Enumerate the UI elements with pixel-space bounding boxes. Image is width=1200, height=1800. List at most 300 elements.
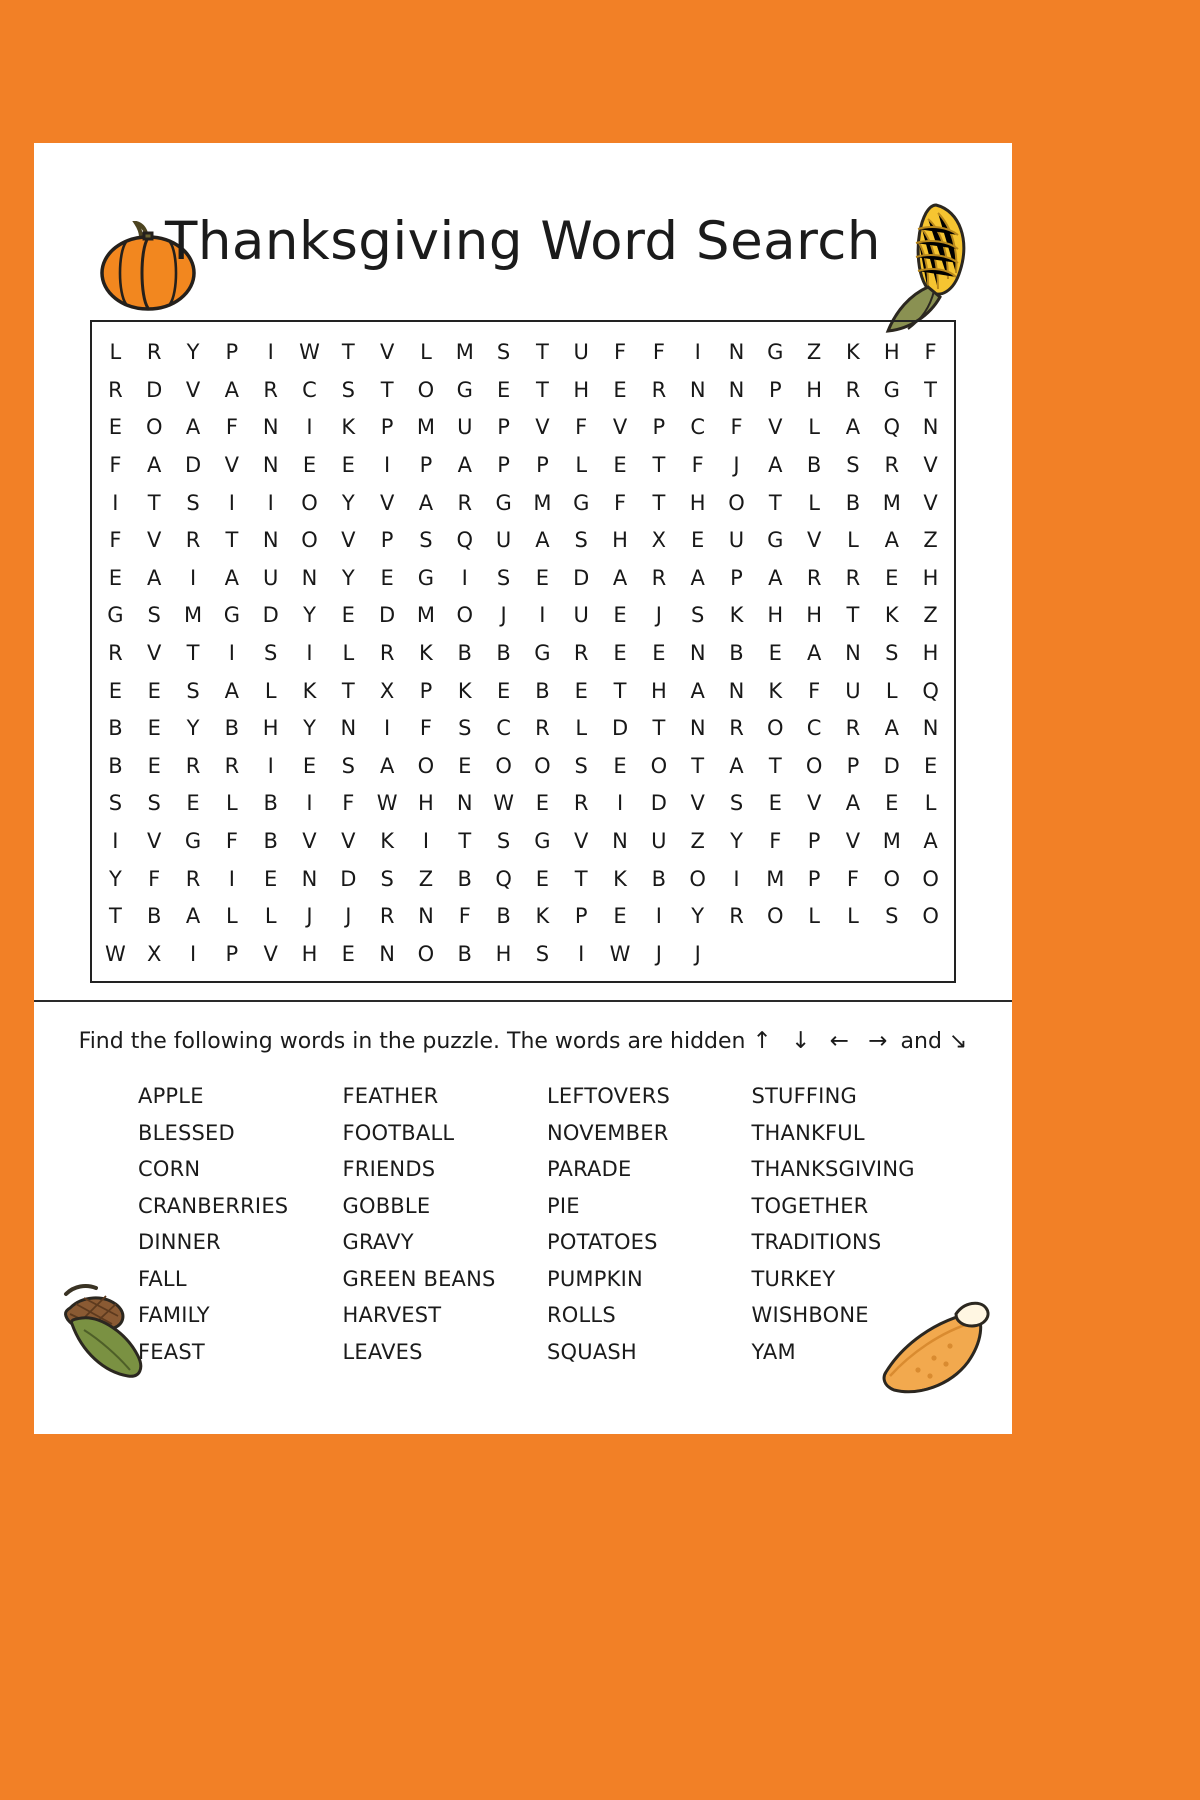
grid-cell: G: [184, 828, 202, 853]
grid-cell: Z: [806, 340, 822, 365]
grid-cell: B: [651, 866, 667, 891]
grid-cell: G: [767, 528, 784, 553]
grid-cell: E: [923, 753, 938, 778]
grid-cell: K: [535, 904, 550, 929]
grid-cell: N: [262, 453, 279, 478]
grid-cell: K: [302, 678, 317, 703]
grid-cell: J: [306, 904, 313, 929]
grid-cell: E: [613, 453, 627, 478]
grid-cell: Z: [923, 603, 938, 628]
grid-cell: L: [847, 528, 859, 553]
grid-cell: N: [262, 415, 279, 440]
grid-cell: K: [419, 640, 433, 665]
grid-cell: K: [380, 828, 395, 853]
grid-cell: A: [690, 565, 705, 590]
grid-cell: T: [341, 340, 355, 365]
grid-cell: H: [689, 490, 706, 515]
grid-cell: O: [145, 415, 163, 440]
grid-cell: F: [613, 340, 627, 365]
grid-cell: O: [456, 603, 474, 628]
grid-cell: C: [302, 377, 317, 402]
word-list-item: POTATOES: [547, 1230, 658, 1254]
grid-cell: G: [456, 377, 473, 402]
grid-cell: R: [457, 490, 473, 515]
grid-cell: F: [808, 678, 821, 703]
grid-cell: O: [417, 941, 435, 966]
grid-cell: A: [418, 490, 434, 515]
grid-cell: K: [884, 603, 899, 628]
grid-cell: V: [224, 453, 240, 478]
grid-cell: L: [264, 904, 277, 929]
grid-cell: I: [694, 340, 701, 365]
grid-cell: X: [379, 678, 395, 703]
grid-cell: E: [613, 904, 627, 929]
grid-cell: F: [846, 866, 859, 891]
grid-cell: L: [808, 490, 820, 515]
grid-cell: S: [496, 340, 511, 365]
word-list-column: [343, 1078, 530, 1370]
grid-cell: S: [729, 791, 744, 816]
grid-cell: I: [228, 640, 235, 665]
grid-cell: N: [922, 415, 939, 440]
grid-cell: U: [573, 603, 589, 628]
grid-cell: M: [882, 490, 901, 515]
grid-cell: S: [496, 565, 511, 590]
grid-cell: N: [845, 640, 861, 665]
grid-cell: F: [769, 828, 782, 853]
grid-cell: Q: [922, 678, 939, 703]
grid-cell: T: [574, 866, 588, 891]
instructions-after: and: [900, 1029, 942, 1054]
grid-cell: E: [108, 678, 123, 703]
grid-cell: T: [186, 640, 200, 665]
grid-cell: F: [109, 453, 122, 478]
grid-cell: D: [146, 377, 163, 402]
grid-cell: J: [655, 941, 662, 966]
grid-cell: V: [845, 828, 861, 853]
instructions-text: [34, 1028, 1012, 1054]
grid-cell: T: [225, 528, 239, 553]
grid-cell: T: [652, 716, 666, 741]
grid-cell: G: [107, 603, 124, 628]
word-list-item: FALL: [138, 1266, 187, 1291]
word-search-grid: [90, 320, 956, 983]
page-title: Thanksgiving Word Search: [164, 211, 882, 272]
grid-cell: C: [496, 716, 511, 741]
grid-cell: T: [535, 377, 549, 402]
grid-cell: L: [575, 453, 588, 478]
grid-cell: K: [846, 340, 860, 365]
grid-cell: A: [729, 753, 744, 778]
grid-cell: A: [185, 415, 201, 440]
grid-cell: O: [767, 716, 784, 741]
grid-cell: T: [924, 377, 937, 402]
grid-cell: U: [728, 528, 745, 553]
grid-cell: W: [493, 791, 514, 816]
grid-cell: W: [105, 941, 126, 966]
grid-cell: P: [807, 866, 821, 891]
grid-cell: O: [417, 753, 435, 778]
grid-cell: A: [690, 678, 705, 703]
word-list-item: ROLLS: [547, 1303, 616, 1327]
grid-cell: U: [573, 340, 589, 365]
grid-cell: A: [612, 565, 628, 590]
grid-cell: U: [651, 828, 667, 853]
grid-cell: I: [112, 828, 119, 853]
grid-cell: G: [417, 565, 435, 590]
word-list-column: [138, 1078, 325, 1370]
grid-cell: P: [225, 941, 239, 966]
grid-cell: B: [729, 640, 744, 665]
grid-cell: S: [380, 866, 394, 891]
grid-cell: L: [420, 340, 432, 365]
grid-cell: B: [224, 716, 240, 741]
grid-cell: C: [806, 716, 822, 741]
grid-cell: Q: [456, 528, 474, 553]
grid-cell: E: [108, 415, 123, 440]
grid-cell: N: [456, 791, 473, 816]
grid-cell: A: [845, 415, 861, 440]
grid-cell: B: [845, 490, 861, 515]
grid-cell: R: [535, 716, 550, 741]
grid-cell: P: [652, 415, 666, 440]
grid-cell: A: [457, 453, 472, 478]
grid-cell: X: [651, 528, 667, 553]
grid-cell: G: [223, 603, 240, 628]
grid-cell: K: [613, 866, 627, 891]
grid-cell: R: [729, 904, 744, 929]
grid-cell: R: [845, 716, 861, 741]
grid-cell: R: [185, 753, 201, 778]
grid-cell: S: [341, 753, 355, 778]
grid-cell: V: [574, 828, 589, 853]
grid-cell: F: [109, 528, 122, 553]
grid-cell: D: [611, 716, 629, 741]
grid-cell: M: [455, 340, 474, 365]
worksheet-page: [34, 143, 1012, 1434]
grid-cell: I: [422, 828, 430, 853]
grid-cell: L: [847, 904, 859, 929]
word-list-column: [547, 1078, 734, 1370]
grid-cell: L: [808, 415, 820, 440]
grid-cell: A: [535, 528, 550, 553]
grid-cell: E: [885, 565, 899, 590]
grid-cell: V: [923, 490, 938, 515]
grid-cell: W: [609, 941, 631, 966]
grid-cell: O: [301, 490, 318, 515]
grid-cell: E: [108, 565, 123, 590]
grid-cell: B: [263, 828, 278, 853]
grid-cell: E: [341, 941, 355, 966]
section-divider: [34, 1000, 1012, 1002]
grid-cell: V: [302, 828, 317, 853]
grid-cell: D: [262, 603, 279, 628]
grid-cell: A: [806, 640, 822, 665]
grid-cell: Y: [186, 340, 200, 365]
grid-cell: K: [729, 603, 744, 628]
grid-cell: L: [226, 904, 238, 929]
grid-cell: N: [418, 904, 434, 929]
grid-cell: H: [612, 528, 628, 553]
grid-cell: E: [768, 640, 782, 665]
grid-cell: W: [376, 791, 398, 816]
grid-cell: B: [457, 640, 472, 665]
grid-cell: I: [616, 791, 624, 816]
grid-cell: C: [690, 415, 705, 440]
grid-cell: N: [340, 716, 357, 741]
grid-cell: F: [342, 791, 355, 816]
grid-cell: B: [806, 453, 822, 478]
grid-cell: F: [458, 904, 471, 929]
grid-cell: N: [689, 640, 706, 665]
grid-cell: O: [650, 753, 668, 778]
grid-cell: Y: [303, 603, 316, 628]
grid-cell: R: [651, 377, 667, 402]
grid-cell: V: [806, 791, 822, 816]
grid-cell: S: [186, 678, 200, 703]
grid-cell: A: [768, 565, 783, 590]
grid-cell: V: [185, 377, 201, 402]
word-list-item: APPLE: [138, 1084, 204, 1108]
grid-cell: I: [112, 490, 119, 515]
grid-cell: A: [224, 377, 240, 402]
grid-cell: T: [768, 490, 782, 515]
grid-cell: V: [379, 340, 395, 365]
word-list-item: THANKSGIVING: [751, 1157, 915, 1181]
grid-cell: N: [728, 678, 745, 703]
grid-cell: G: [534, 828, 551, 853]
word-list-item: BLESSED: [138, 1120, 235, 1145]
grid-cell: F: [613, 490, 627, 515]
grid-cell: B: [457, 866, 472, 891]
grid-cell: N: [689, 377, 706, 402]
grid-cell: J: [345, 904, 352, 929]
grid-cell: S: [458, 716, 472, 741]
grid-cell: V: [923, 453, 938, 478]
grid-cell: R: [573, 791, 589, 816]
word-list-item: GRAVY: [342, 1230, 414, 1254]
grid-cell: W: [299, 340, 320, 365]
grid-cell: S: [341, 377, 355, 402]
grid-cell: O: [922, 904, 939, 929]
grid-cell: O: [689, 866, 706, 891]
grid-cell: R: [146, 340, 162, 365]
grid-cell: H: [883, 340, 900, 365]
word-list: [138, 1078, 938, 1370]
grid-cell: D: [650, 791, 667, 816]
grid-cell: O: [728, 490, 745, 515]
grid-cell: O: [534, 753, 551, 778]
grid-cell: R: [108, 377, 123, 402]
grid-cell: L: [924, 791, 937, 816]
word-list-item: CORN: [138, 1157, 201, 1181]
grid-cell: Z: [418, 866, 434, 891]
grid-cell: D: [379, 603, 396, 628]
grid-cell: J: [655, 603, 662, 628]
grid-cell: R: [806, 565, 822, 590]
grid-cell: P: [846, 753, 860, 778]
grid-cell: T: [108, 904, 122, 929]
grid-cell: T: [652, 490, 666, 515]
word-list-item: FEATHER: [342, 1084, 439, 1108]
word-list-item: FEAST: [138, 1339, 205, 1364]
word-list-item: FOOTBALL: [342, 1120, 455, 1145]
grid-cell: H: [262, 716, 279, 741]
grid-cell: F: [148, 866, 161, 891]
grid-cell: H: [806, 603, 823, 628]
grid-cell: Y: [108, 866, 122, 891]
grid-cell: P: [380, 415, 394, 440]
grid-cell: V: [341, 528, 356, 553]
grid-cell: P: [730, 565, 743, 590]
grid-cell: D: [340, 866, 357, 891]
grid-cell: A: [147, 453, 162, 478]
grid-cell: I: [228, 490, 235, 515]
grid-cell: E: [535, 565, 550, 590]
grid-cell: B: [535, 678, 550, 703]
grid-cell: S: [535, 941, 550, 966]
word-list-item: CRANBERRIES: [138, 1193, 289, 1218]
grid-cell: N: [689, 716, 706, 741]
grid-cell: I: [306, 415, 313, 440]
grid-cell: V: [147, 528, 162, 553]
grid-cell: M: [766, 866, 785, 891]
grid-cell: I: [267, 753, 274, 778]
grid-cell: S: [846, 453, 860, 478]
word-list-item: FRIENDS: [342, 1157, 436, 1181]
grid-cell: F: [225, 828, 238, 853]
grid-cell: I: [733, 866, 740, 891]
grid-cell: R: [379, 904, 395, 929]
grid-cell: Z: [690, 828, 705, 853]
grid-cell: T: [691, 753, 705, 778]
grid-cell: H: [806, 377, 823, 402]
grid-cell: N: [301, 565, 318, 590]
grid-cell: V: [341, 828, 356, 853]
grid-cell: T: [768, 753, 782, 778]
grid-cell: E: [147, 753, 161, 778]
grid-cell: Y: [186, 716, 200, 741]
grid-cell: A: [845, 791, 861, 816]
word-list-item: PARADE: [547, 1157, 632, 1181]
grid-cell: R: [884, 453, 900, 478]
grid-cell: L: [109, 340, 122, 365]
grid-cell: D: [573, 565, 590, 590]
grid-cell: F: [652, 340, 665, 365]
grid-cell: T: [380, 377, 394, 402]
grid-cell: J: [694, 941, 701, 966]
grid-cell: L: [342, 640, 355, 665]
grid-cell: V: [768, 415, 783, 440]
grid-cell: S: [574, 528, 588, 553]
grid-cell: G: [767, 340, 784, 365]
grid-cell: S: [691, 603, 705, 628]
grid-cell: P: [497, 453, 510, 478]
grid-cell: X: [147, 941, 162, 966]
grid-cell: H: [573, 377, 590, 402]
grid-cell: P: [574, 904, 588, 929]
grid-cell: R: [379, 640, 395, 665]
grid-cell: L: [885, 678, 898, 703]
grid-cell: S: [147, 791, 161, 816]
grid-cell: I: [578, 941, 585, 966]
grid-cell: U: [262, 565, 279, 590]
grid-cell: N: [728, 340, 745, 365]
grid-cell: J: [500, 603, 507, 628]
grid-cell: E: [186, 791, 200, 816]
grid-cell: G: [534, 640, 551, 665]
grid-cell: A: [147, 565, 162, 590]
grid-cell: E: [458, 753, 472, 778]
grid-cell: T: [535, 340, 549, 365]
acorn-icon: [48, 1278, 152, 1393]
grid-cell: R: [263, 377, 278, 402]
grid-cell: I: [655, 904, 662, 929]
grid-cell: I: [306, 640, 313, 665]
grid-cell: O: [767, 904, 784, 929]
word-list-item: WISHBONE: [751, 1303, 869, 1327]
instructions-arrow-last: ↘: [948, 1029, 968, 1054]
grid-cell: A: [884, 528, 899, 553]
grid-cell: S: [885, 904, 899, 929]
grid-cell: O: [883, 866, 901, 891]
grid-cell: I: [384, 453, 391, 478]
word-list-item: FAMILY: [138, 1303, 210, 1327]
grid-cell: R: [845, 565, 861, 590]
grid-cell: A: [224, 678, 240, 703]
grid-cell: M: [533, 490, 552, 515]
grid-cell: P: [497, 415, 510, 440]
grid-cell: T: [846, 603, 860, 628]
grid-cell: R: [845, 377, 861, 402]
grid-cell: A: [224, 565, 240, 590]
grid-cell: E: [613, 753, 627, 778]
grid-cell: Q: [883, 415, 901, 440]
grid-cell: R: [108, 640, 123, 665]
grid-cell: H: [650, 678, 667, 703]
grid-cell: E: [535, 866, 550, 891]
grid-cell: E: [691, 528, 705, 553]
grid-cell: B: [457, 941, 472, 966]
grid-cell: M: [183, 603, 203, 628]
word-list-item: DINNER: [138, 1230, 221, 1254]
grid-cell: U: [457, 415, 473, 440]
word-list-item: GREEN BEANS: [342, 1266, 496, 1291]
word-list-item: YAM: [751, 1339, 796, 1364]
grid-cell: F: [225, 415, 238, 440]
grid-cell: E: [613, 603, 627, 628]
grid-cell: R: [185, 528, 201, 553]
grid-cell: V: [690, 791, 705, 816]
grid-cell: E: [302, 753, 317, 778]
grid-cell: R: [651, 565, 667, 590]
grid-cell: F: [730, 415, 743, 440]
grid-cell: I: [267, 340, 274, 365]
grid-cell: G: [883, 377, 900, 402]
grid-cell: N: [301, 866, 318, 891]
grid-cell: E: [341, 603, 355, 628]
grid-cell: E: [147, 678, 161, 703]
grid-cell: I: [228, 866, 235, 891]
grid-cell: Y: [303, 716, 316, 741]
grid-cell: O: [301, 528, 318, 553]
grid-cell: T: [613, 678, 627, 703]
grid-cell: P: [380, 528, 394, 553]
grid-cell: A: [923, 828, 938, 853]
word-list-item: SQUASH: [547, 1339, 637, 1364]
word-list-item: TOGETHER: [751, 1193, 869, 1218]
grid-cell: H: [301, 941, 318, 966]
